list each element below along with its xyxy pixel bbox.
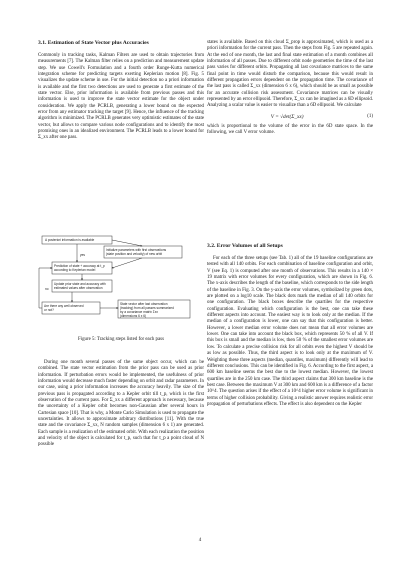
section-heading-3-1: 3.1. Estimation of State Vector plus Accuracies — [38, 40, 149, 46]
flow-box-update — [52, 280, 112, 292]
svg-text:Prediction of state + accuracy: Prediction of state + accuracy at t_p — [54, 264, 105, 268]
right-column-lower — [207, 243, 373, 408]
flow-arrow — [112, 240, 142, 246]
section-heading-3-2: 3.2. Error Volumes of all Setups — [207, 243, 283, 249]
svg-text:(tracking) from all passes sum: (tracking) from all passes summarized — [120, 306, 174, 310]
svg-text:according to Keplerian model: according to Keplerian model — [54, 268, 96, 272]
svg-text:or not?: or not? — [44, 308, 54, 312]
flow-label-no: no — [45, 287, 49, 291]
paragraph: which is proportional to the volume of the error in the 6D state space. In the following, we call V error volume. — [207, 124, 373, 136]
svg-text:Update prior state and accurac: Update prior state and accuracy with — [54, 282, 106, 286]
equation-1 — [207, 114, 373, 120]
flow-box-decision — [42, 302, 100, 314]
paragraph: For each of the three setups (see Tab. 1) all of the 19 baseline configurations are tested with all 140 orbits. For each combination of baseline configuration and orbit, V (see Eq. 1) is computed after one month of observations. This results in a 140 × 19 matrix with error volumes for every configuration, which are shown in Fig. 6. The x-axis describes the length of the baseline, which corresponds to the side length of the baseline in Fig. 3. On the y-axis the error volumes, symbolized by green dots, are plotted on a log10 scale. The black dots mark the median of all 140 orbits for one configuration. The black boxes describe the quartiles for the respective configuration. Evaluating which configuration is the best, one can take these different aspects into account. The easiest way is to look only at the median. If the median of a configuration is lower, one can say that this configuration is better. However, a lower median error volume does not mean that all error volumes are lower. One can take into account the black box, which represents 50 % of all V. If this box is small and the median is low, then 50 % of the smallest error volumes are low. To calculate a precise collision risk for all orbits even the highest V should be as low as possible. Thus, the third aspect is to look only at the maximum of V. Weighting these three aspects (median, quantiles, maximum) differently will lead to different conclusions. This can be identified in Fig. 6. According to the first aspect, a 600 km baseline seems the best due to the lowest median. However, the lowest quartiles are in the 250 km case. The third aspect claims that 300 km baseline is the best case. Between the maximum V at 300 km and 600 km is a difference of a factor 10^4. The question arises if the effect of a 10^4 higher error volume is significant in terms of higher collision probability. Giving a realistic answer requires realistic error propagation of perturbations effects. The effect is also dependent on the Kepler — [207, 256, 373, 407]
svg-text:Initialize parameters with fir: Initialize parameters with first observations — [106, 248, 167, 252]
svg-text:A posteriori information is av: A posteriori information is available — [45, 238, 95, 242]
svg-text:Are there any well observed: Are there any well observed — [44, 304, 84, 308]
svg-text:(state position and velocity): (state position and velocity) of new orbit — [106, 252, 162, 256]
equation-body: V = √det(Σ_xx) — [270, 113, 304, 120]
flow-box-final-state — [118, 300, 190, 318]
equation-number: (1) — [367, 113, 373, 119]
svg-text:by a covariance matrix Σxx: by a covariance matrix Σxx — [120, 310, 158, 314]
flow-box-init — [104, 246, 182, 258]
paragraph: Commonly in tracking tasks, Kalman Filters are used to obtain trajectories from measurements [7]. The Kalman filter relies on a prediction and measurement update step. We use Cowell's Formulation and a fourth order Runge-Kutta numerical integration scheme for predicting targets exerting Keplerian motion [8]. Fig. 5 visualizes the update scheme in use. For the initial detection no a priori information is available and the first two detections are used to generate a first estimate of the state vector. Else, prior information is available from previous passes and this information is used to improve the state vector estimate for the object under consideration. We apply the PCRLB, generating a lower bound on the expected error from any estimator tracking the target [9]. Hence, the influence of the tracking algorithm is minimized. The PCRLB generates very optimistic estimates of the state vector, but allows to compare various node configurations and to identify the most promising ones in an idealized environment. The PCRLB leads to a lower bound for Σ_xx after one pass. — [38, 53, 204, 141]
figure-5-flowchart — [38, 234, 204, 354]
right-column — [207, 40, 373, 137]
flow-box-top — [42, 236, 112, 244]
flow-arrow — [112, 258, 142, 268]
svg-text:estimated values after observa: estimated values after observation — [54, 286, 103, 290]
paragraph: During one month several passes of the same object occur, which can be combined. The state vector estimation from the prior pass can be used as prior information. If perturbation errors would be implemented, the usefulness of prior information would decrease much faster depending on orbit and radar parameters. In our case, using a prior information increases the accuracy heavily. The size of the previous pass is propagated according to a Kepler orbit till t_p, which is the first observation of the current pass. For Σ_xx a different approach is necessary, because the uncertainty of a Kepler orbit becomes non-Gaussian after several hours in Cartesian space [10]. That is why, a Monte Carlo Simulation is used to propagate the uncertainties. It allows to approximate arbitrary distributions [11]. With the true state and the covariance Σ_xx, N random samples (dimension 6 x 1) are generated. Each sample is a realization of the estimated orbit. With each realization the position and velocity of the object is calculated for t_p, such that for t_p a point cloud of N possible — [38, 360, 204, 448]
svg-text:State vector after last observ: State vector after last observation — [120, 302, 168, 306]
left-column — [38, 40, 204, 142]
flowchart-svg — [38, 234, 204, 334]
paragraph: states is available. Based on this cloud Σ_prop is approximated, which is used as a priori information for the current pass. Then the steps from Fig. 5 are repeated again. At the end of one month, the last and final state estimation of a month combines all information of all passes. Due to different orbit node geometries the time of the last pass varies for different orbits. Propagating all last covariance matrices to the same final point in time would disturb the comparison, because this would result in different propagation errors dependent on the propagation time. The covariance of the last pass is called Σ_xx (dimension 6 x 6), which should be as small as possible for an accurate collision risk assessment. Covariance matrices can be visually represented by an error ellipsoid. Therefore, Σ_xx can be imagined as a 6D ellipsoid. Analyzing a scalar value is easier to visualize than a 6D ellipsoid. We calculate — [207, 40, 374, 109]
svg-text:(dimensions 6 x 6): (dimensions 6 x 6) — [120, 314, 147, 318]
flow-box-prediction — [52, 262, 112, 274]
figure-5-caption: Figure 5: Tracking steps listed for each pass — [78, 337, 164, 342]
left-column-lower — [38, 360, 204, 449]
page-number: 4 — [198, 538, 202, 543]
flow-label-yes: yes — [80, 253, 85, 257]
